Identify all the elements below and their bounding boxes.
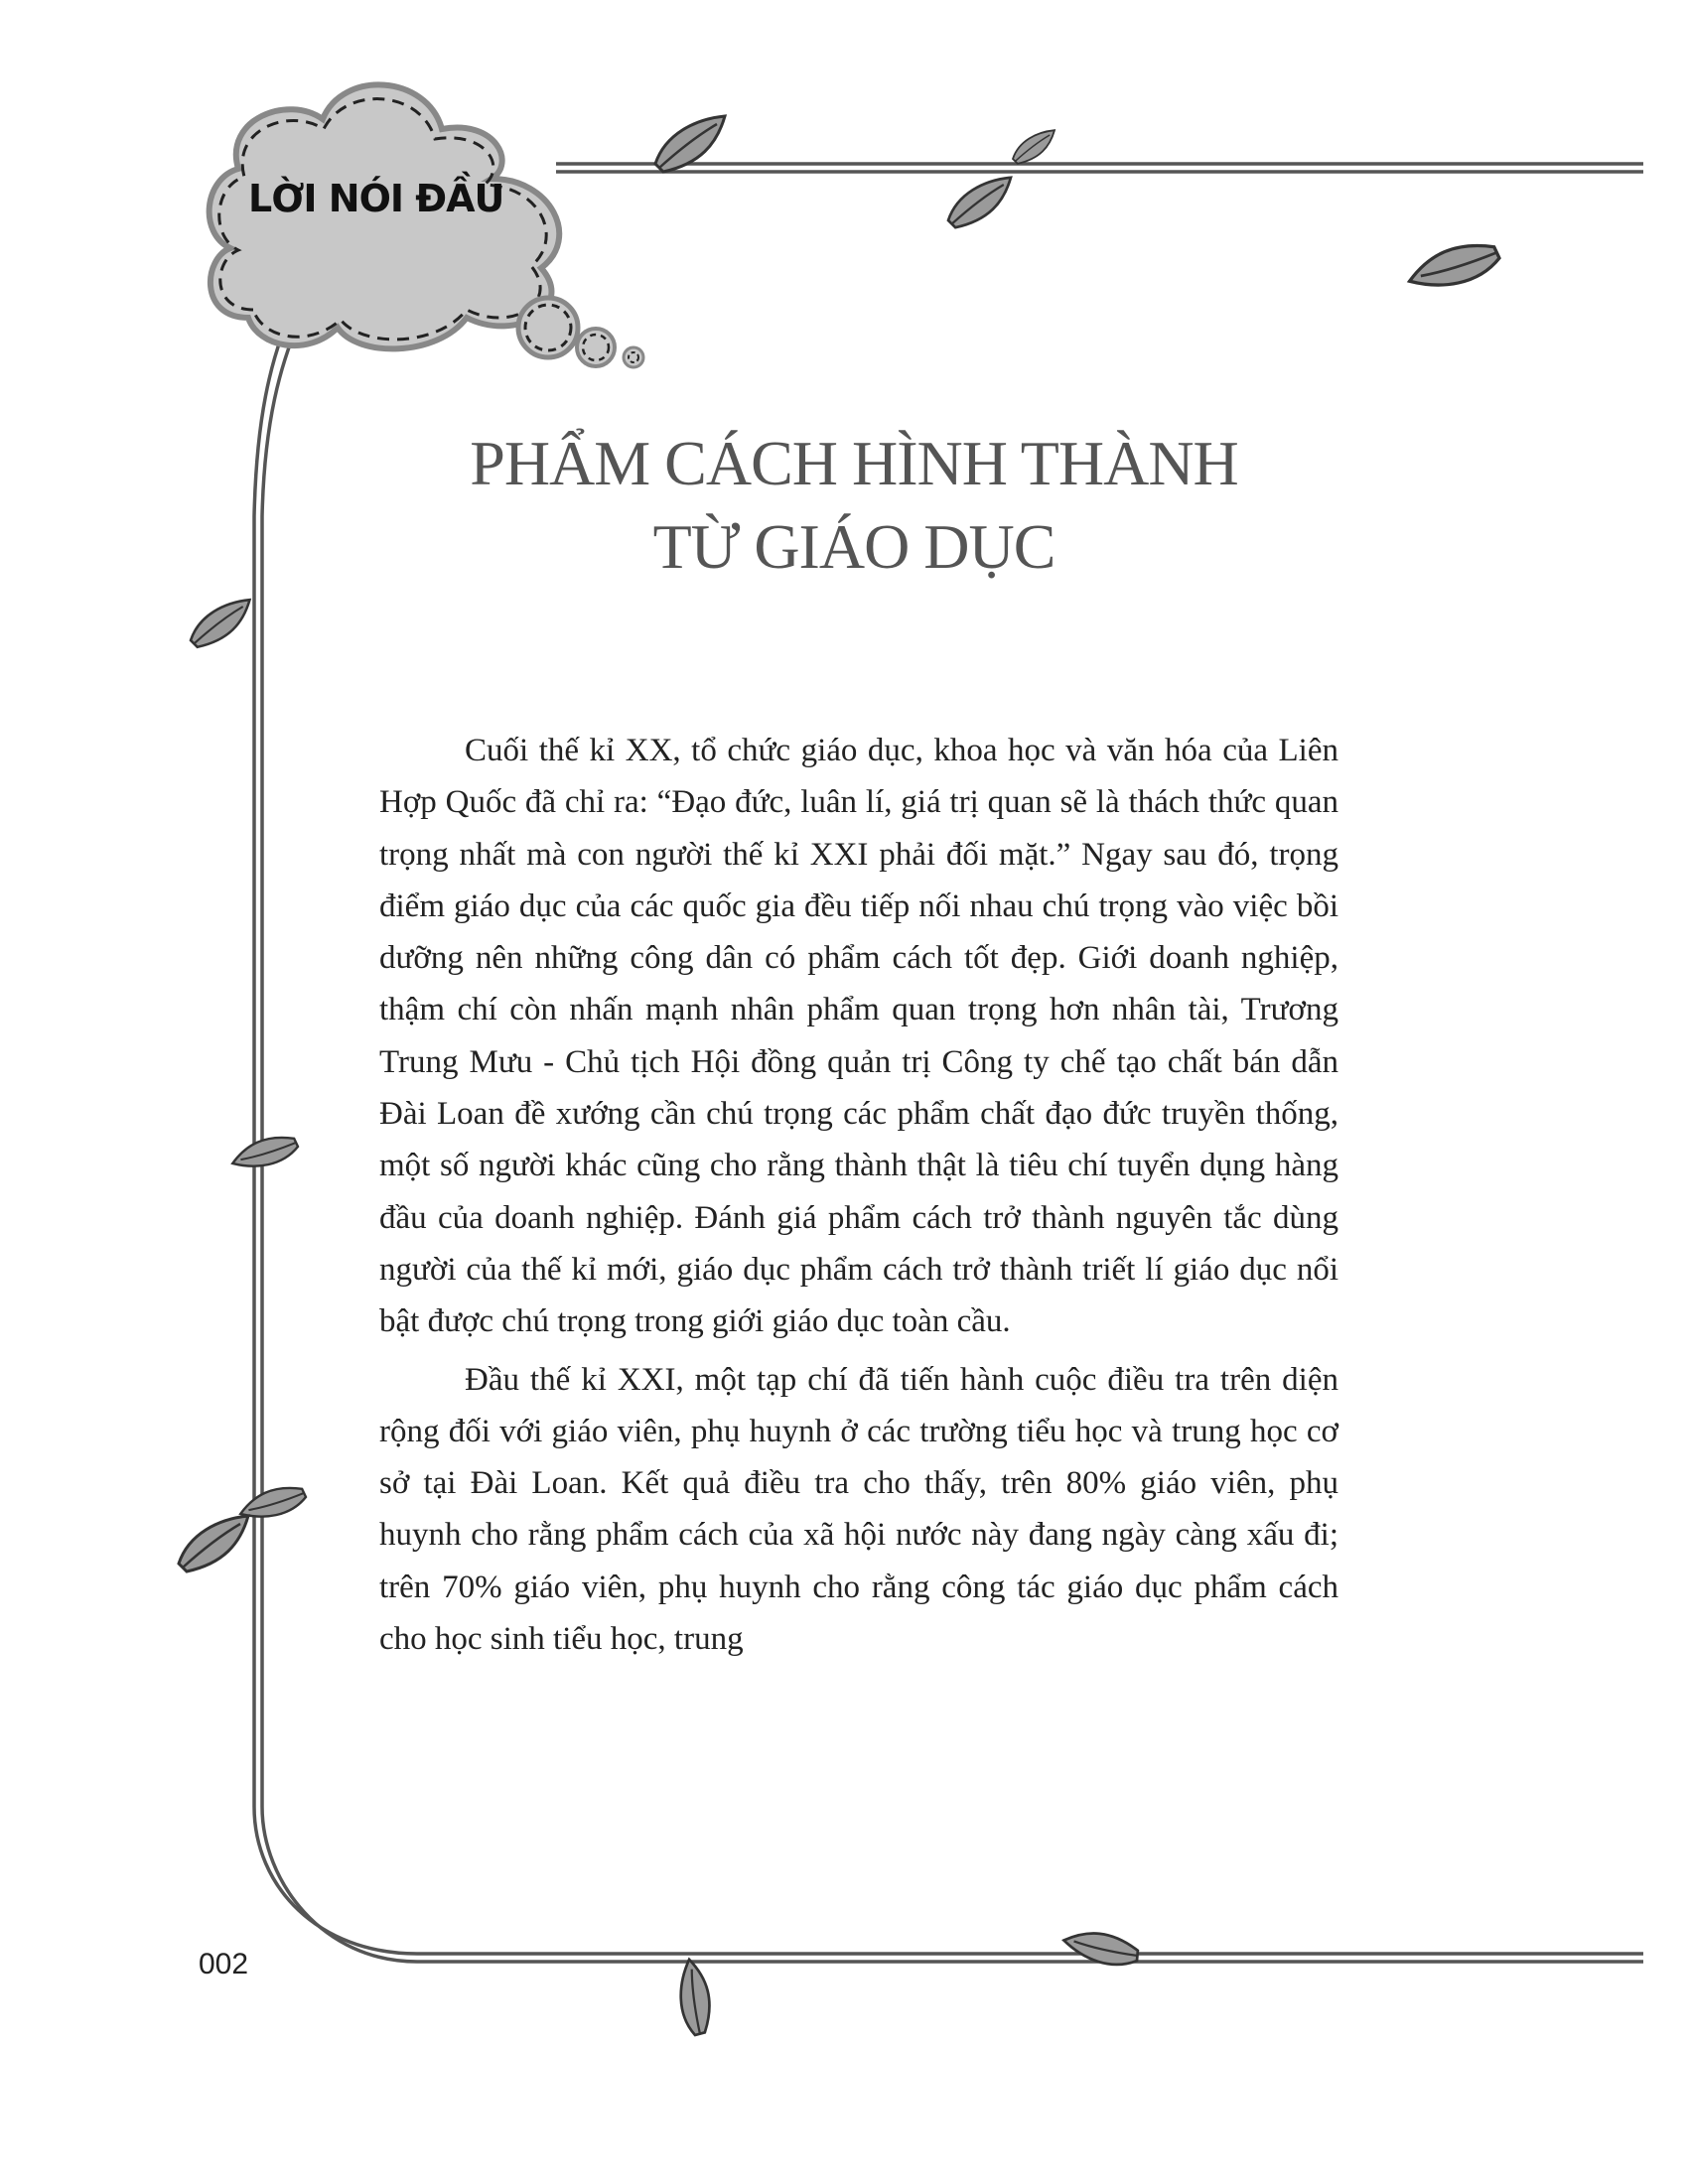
chapter-title-line-2: TỪ GIÁO DỤC bbox=[652, 511, 1055, 582]
paragraph: Cuối thế kỉ XX, tổ chức giáo dục, khoa học và văn hóa của Liên Hợp Quốc đã chỉ ra: “Đạo đức, luân lí, giá trị quan sẽ là thách thức quan trọng nhất mà con người thế kỉ XXI phải đối mặt.” Ngay sau đó, trọng điểm giáo dục của các quốc gia đều tiếp nối nhau chú trọng vào việc bồi dưỡng nên những công dân có phẩm cách tốt đẹp. Giới doanh nghiệp, thậm chí còn nhấn mạnh nhân phẩm quan trọng hơn nhân tài, Trương Trung Mưu - Chủ tịch Hội đồng quản trị Công ty chế tạo chất bán dẫn Đài Loan đề xướng cần chú trọng các phẩm chất đạo đức truyền thống, một số người khác cũng cho rằng thành thật là tiêu chí tuyển dụng hàng đầu của doanh nghiệp. Đánh giá phẩm cách trở thành nguyên tắc dùng người của thế kỉ mới, giáo dục phẩm cách trở thành triết lí giáo dục nổi bật được chú trọng trong giới giáo dục toàn cầu. bbox=[379, 733, 1338, 1340]
page-number: 002 bbox=[199, 1948, 249, 1980]
cloud-badge bbox=[210, 84, 643, 367]
section-label: LỜI NÓI ĐẦU bbox=[248, 177, 504, 220]
body-text bbox=[379, 725, 1338, 1671]
paragraph: Đầu thế kỉ XXI, một tạp chí đã tiến hành cuộc điều tra trên diện rộng đối với giáo viên, phụ huynh ở các trường tiểu học và trung học cơ sở tại Đài Loan. Kết quả điều tra cho thấy, trên 80% giáo viên, phụ huynh cho rằng phẩm cách của xã hội nước này đang ngày càng xấu đi; trên 70% giáo viên, phụ huynh cho rằng công tác giáo dục phẩm cách cho học sinh tiểu học, trung bbox=[379, 1361, 1338, 1658]
chapter-title-line-1: PHẨM CÁCH HÌNH THÀNH bbox=[470, 428, 1238, 498]
